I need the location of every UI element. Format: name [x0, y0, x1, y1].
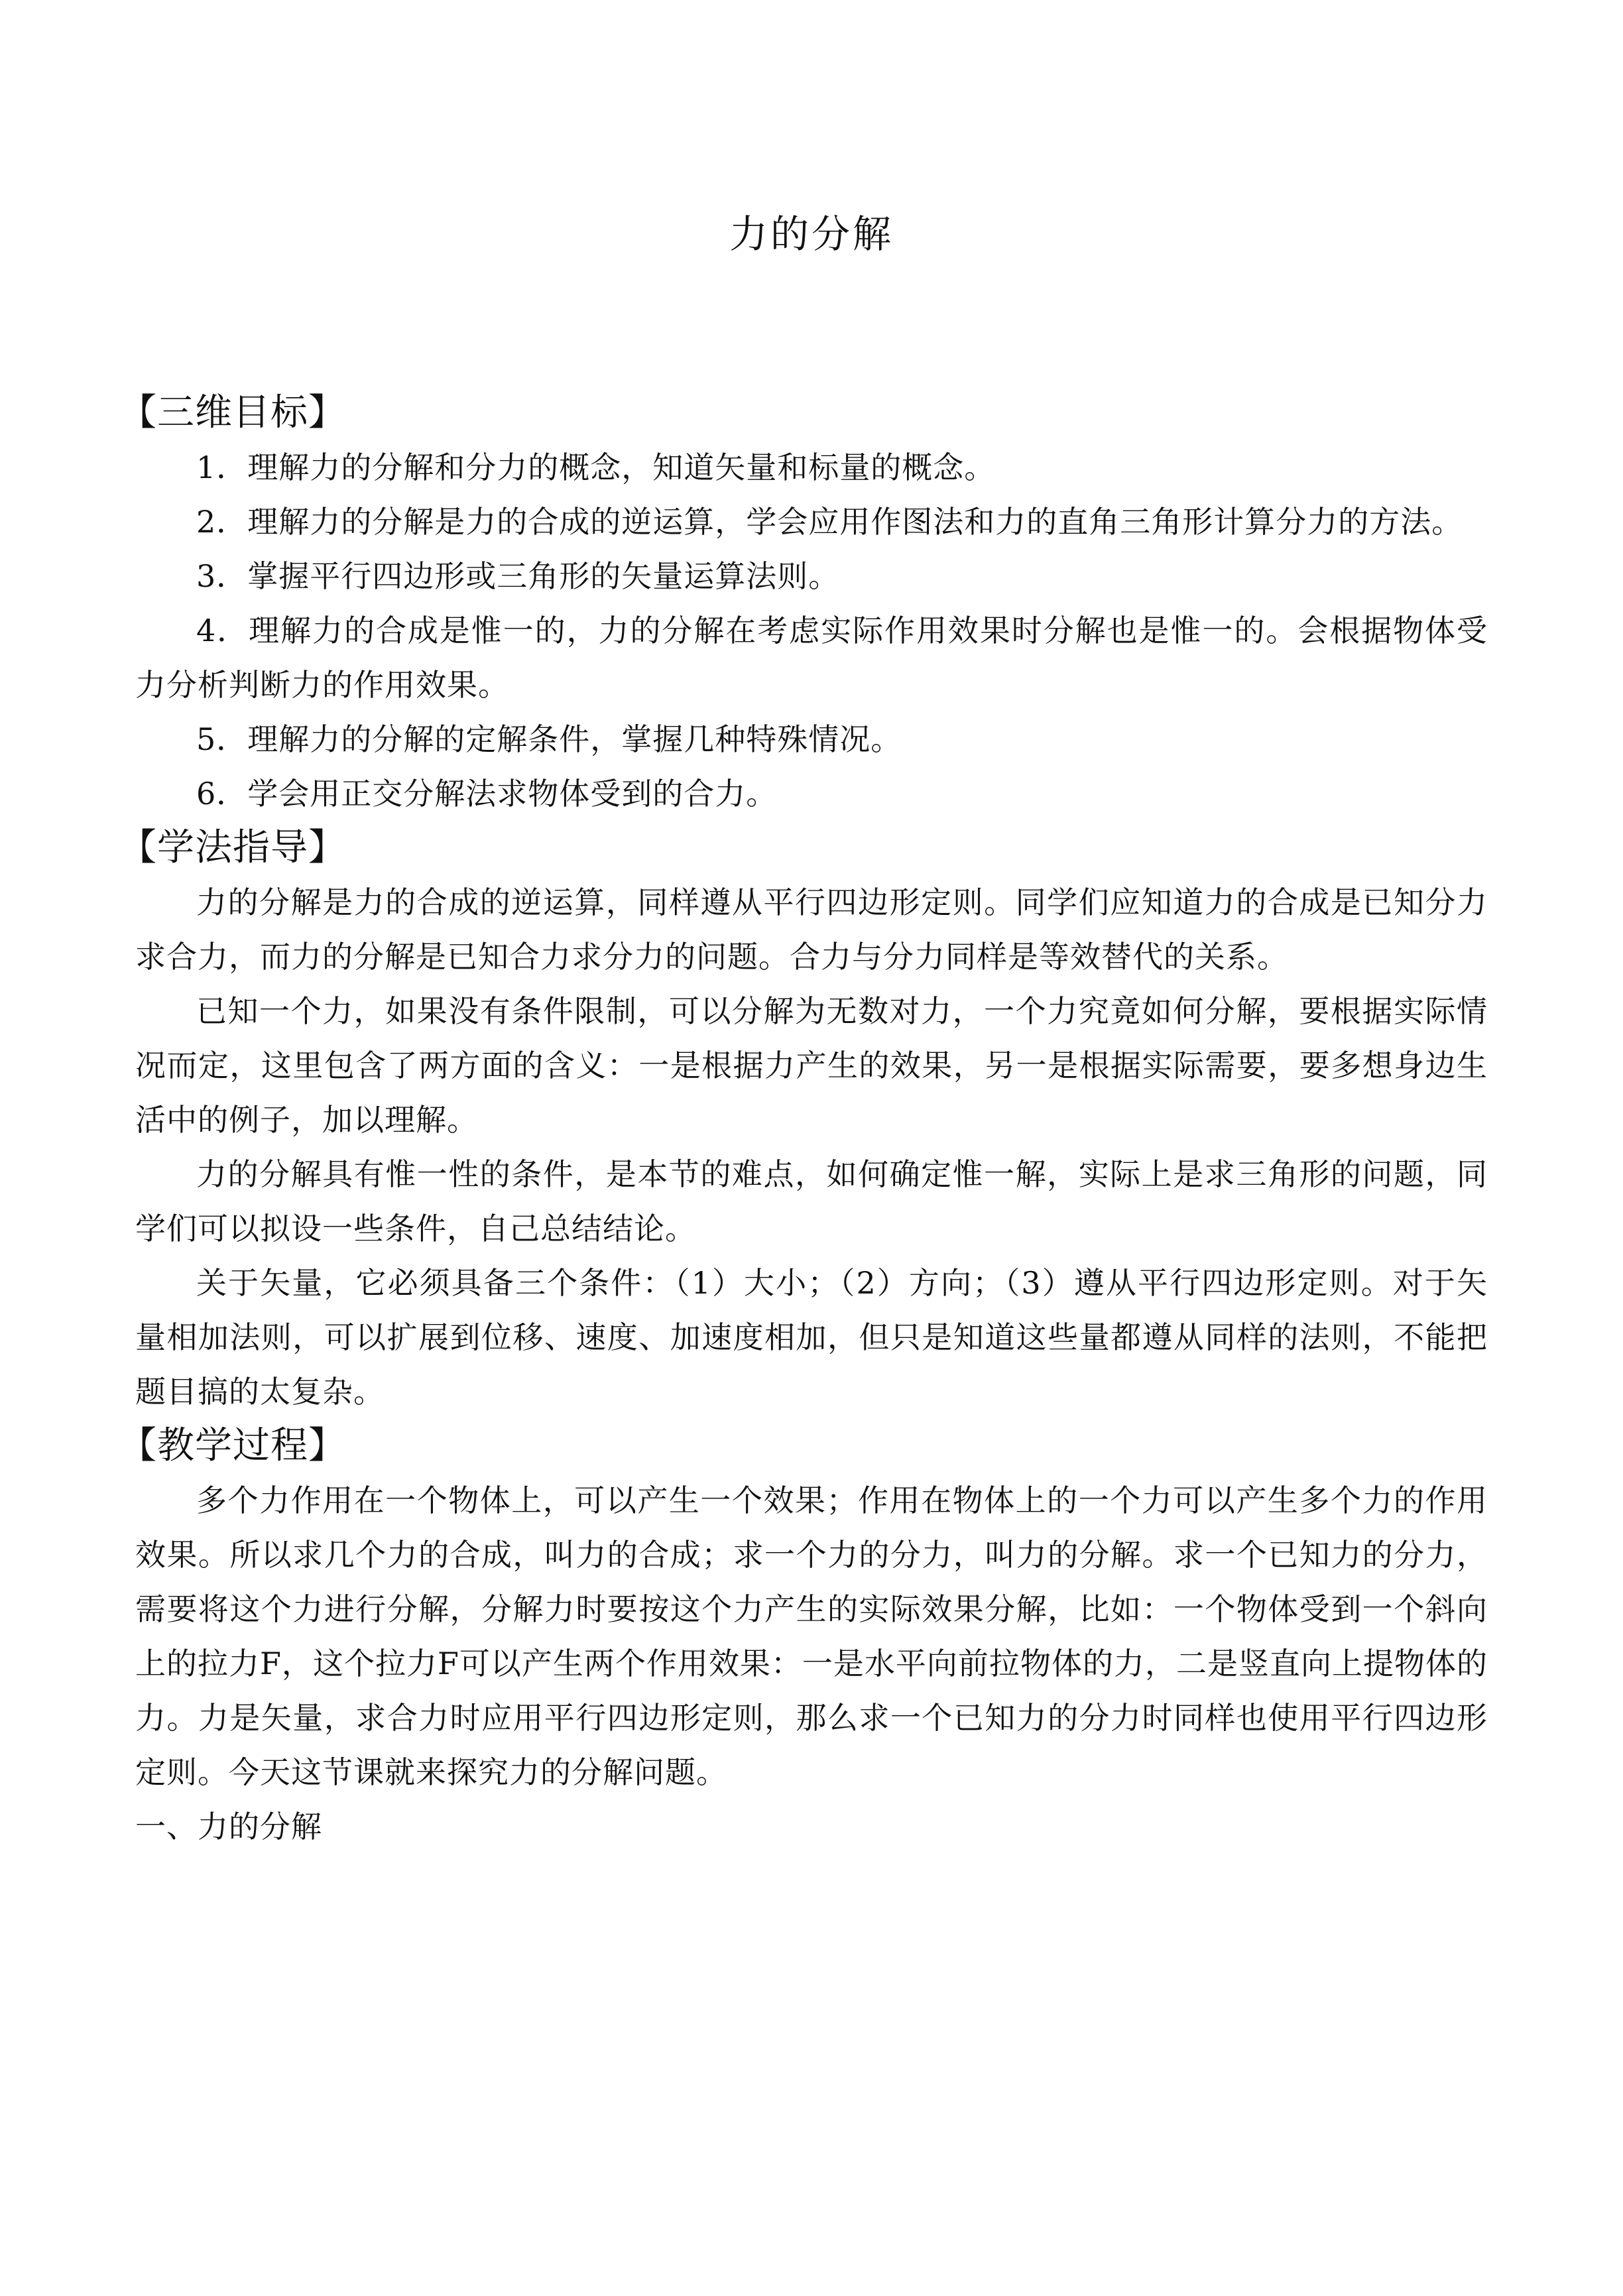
process-paragraph-1: 多个力作用在一个物体上，可以产生一个效果；作用在物体上的一个力可以产生多个力的作用效果。所以求几个力的合成，叫力的合成；求一个力的分力，叫力的分解。求一个已知力的分力，需要将这个力进行分解，分解力时要按这个力产生的实际效果分解，比如：一个物体受到一个斜向上的拉力F，这个拉力F可以产生两个作用效果：一是水平向前拉物体的力，二是竖直向上提物体的力。力是矢量，求合力时应用平行四边形定则，那么求一个已知力的分力时同样也使用平行四边形定则。今天这节课就来探究力的分解问题。 [135, 1482, 1488, 1790]
goal-item-1: 1．理解力的分解和分力的概念，知道矢量和标量的概念。 [196, 450, 996, 485]
subheading-force-decomposition: 一、力的分解 [135, 1809, 322, 1844]
section-heading-goals: 【三维目标】 [119, 391, 346, 434]
section-heading-method: 【学法指导】 [119, 826, 346, 869]
method-paragraph-3: 力的分解具有惟一性的条件，是本节的难点，如何确定惟一解，实际上是求三角形的问题，同学们可以拟设一些条件，自己总结结论。 [135, 1156, 1488, 1246]
section-heading-process: 【教学过程】 [119, 1424, 346, 1467]
goal-item-5: 5．理解力的分解的定解条件，掌握几种特殊情况。 [196, 721, 902, 757]
goal-item-3: 3．掌握平行四边形或三角形的矢量运算法则。 [196, 558, 840, 594]
method-paragraph-2: 已知一个力，如果没有条件限制，可以分解为无数对力，一个力究竟如何分解，要根据实际情况而定，这里包含了两方面的含义：一是根据力产生的效果，另一是根据实际需要，要多想身边生活中的例子，加以理解。 [135, 993, 1488, 1138]
document-body [119, 386, 1488, 1854]
goal-item-4: 4．理解力的合成是惟一的，力的分解在考虑实际作用效果时分解也是惟一的。会根据物体受力分析判断力的作用效果。 [135, 613, 1488, 703]
goal-item-6: 6．学会用正交分解法求物体受到的合力。 [196, 776, 778, 812]
method-paragraph-1: 力的分解是力的合成的逆运算，同样遵从平行四边形定则。同学们应知道力的合成是已知分力求合力，而力的分解是已知合力求分力的问题。合力与分力同样是等效替代的关系。 [135, 884, 1488, 975]
method-paragraph-4: 关于矢量，它必须具备三个条件：（1）大小；（2）方向；（3）遵从平行四边形定则。对于矢量相加法则，可以扩展到位移、速度、加速度相加，但只是知道这些量都遵从同样的法则，不能把题目搞的太复杂。 [135, 1265, 1488, 1410]
goal-item-2: 2．理解力的分解是力的合成的逆运算，学会应用作图法和力的直角三角形计算分力的方法。 [196, 504, 1463, 540]
page-title: 力的分解 [729, 211, 894, 257]
